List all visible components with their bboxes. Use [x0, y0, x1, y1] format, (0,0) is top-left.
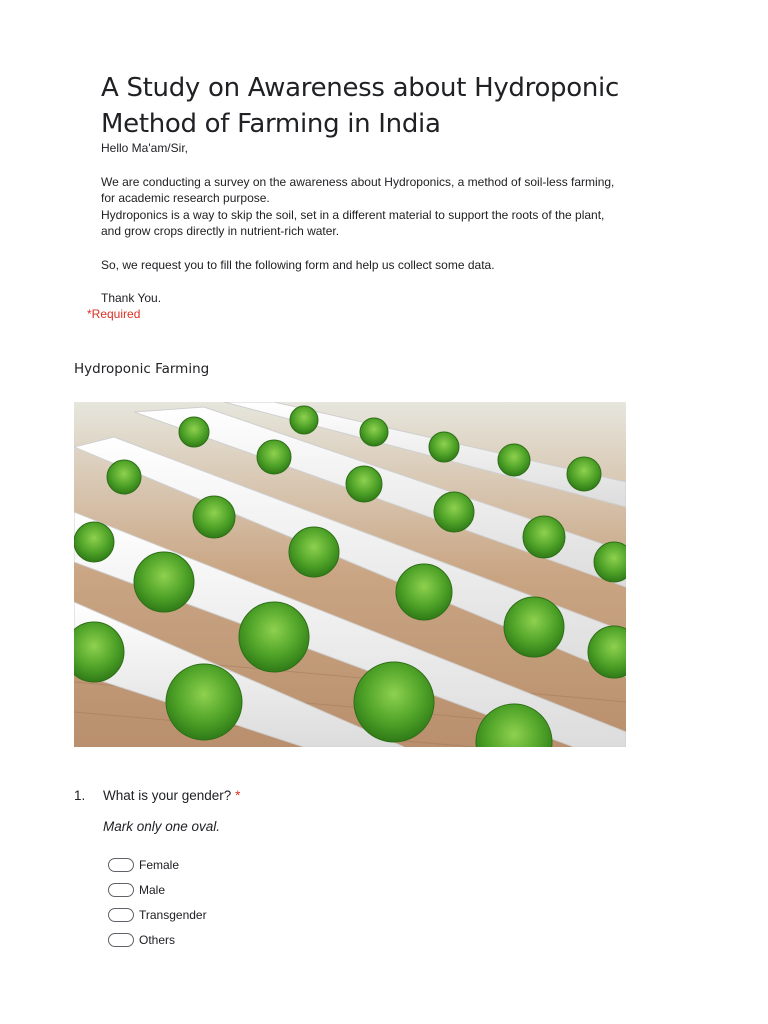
description-line: Hydroponics is a way to skip the soil, set in a different material to support the roots of the plant, and grow crops directly in nutrient-rich water.	[101, 207, 605, 238]
option-female[interactable]	[108, 852, 207, 877]
option-others[interactable]	[108, 927, 207, 952]
radio-oval[interactable]	[108, 883, 134, 897]
hydroponic-farm-image	[74, 402, 626, 747]
option-label: Others	[139, 932, 176, 947]
description-line: Thank You.	[101, 291, 162, 305]
option-label: Female	[139, 857, 180, 872]
option-label: Male	[139, 882, 166, 897]
form-title: A Study on Awareness about Hydroponic Method of Farming in India	[101, 73, 619, 139]
description-line: So, we request you to fill the following form and help us collect some data.	[101, 257, 495, 272]
required-note: *Required	[87, 307, 141, 321]
radio-oval[interactable]	[108, 908, 134, 922]
radio-oval[interactable]	[108, 933, 134, 947]
question-text: What is your gender?	[103, 788, 232, 803]
description-line: Hello Ma'am/Sir,	[101, 141, 188, 155]
option-transgender[interactable]	[108, 902, 207, 927]
gender-options	[108, 852, 207, 952]
section-title: Hydroponic Farming	[74, 361, 210, 377]
option-male[interactable]	[108, 877, 207, 902]
required-star: *	[235, 788, 241, 803]
question-number: 1.	[74, 788, 86, 803]
option-label: Transgender	[139, 907, 207, 922]
question-title	[103, 788, 240, 803]
description-line: We are conducting a survey on the awareness about Hydroponics, a method of soil-less farming, for academic research purpose.	[101, 174, 615, 205]
radio-oval[interactable]	[108, 858, 134, 872]
form-description	[101, 140, 621, 307]
question-hint: Mark only one oval.	[103, 819, 221, 834]
